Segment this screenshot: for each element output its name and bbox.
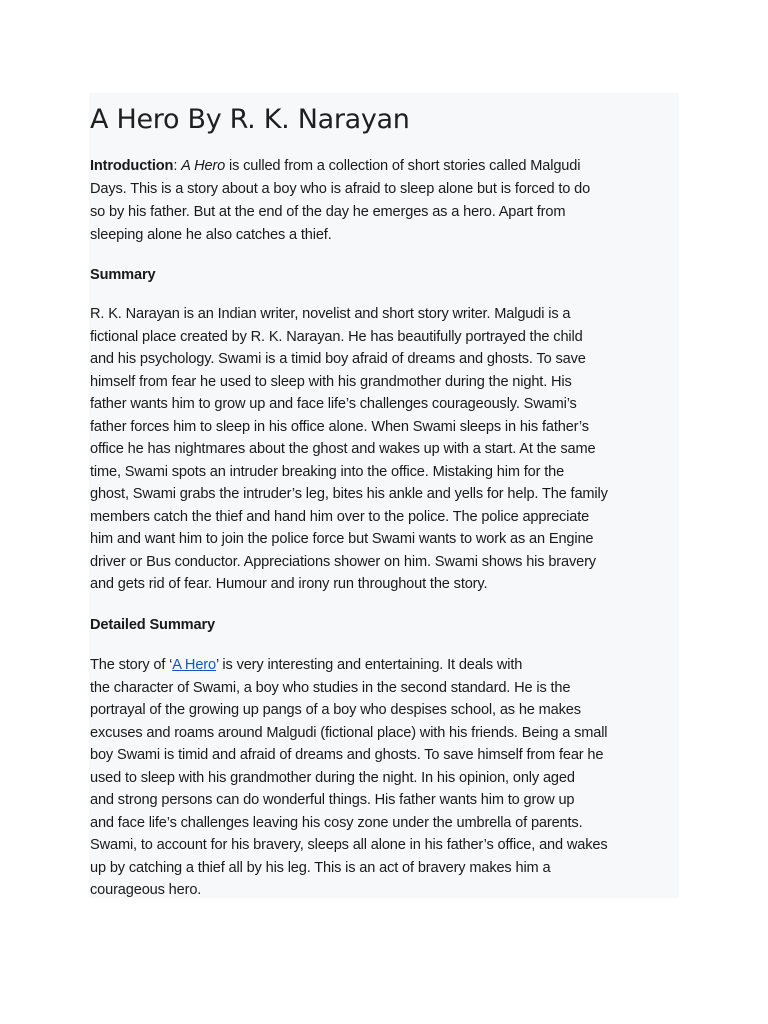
summary-line: ghost, Swami grabs the intruder’s leg, bites his ankle and yells for help. The family (90, 486, 608, 502)
summary-line: driver or Bus conductor. Appreciations shower on him. Swami shows his bravery (90, 553, 596, 570)
detailed-summary-heading: Detailed Summary (90, 617, 215, 633)
summary-line: himself from fear he used to sleep with his grandmother during the night. His (90, 373, 572, 390)
intro-story-title: A Hero (181, 158, 226, 174)
summary-line: and his psychology. Swami is a timid boy afraid of dreams and ghosts. To save (90, 351, 586, 367)
intro-line: Days. This is a story about a boy who is afraid to sleep alone but is forced to do (90, 181, 591, 197)
detailed-line-1 (90, 655, 522, 675)
summary-line: him and want him to join the police force but Swami wants to work as an Engine (90, 531, 594, 547)
intro-line-1 (90, 156, 580, 176)
summary-line: father wants him to grow up and face life’s challenges courageously. Swami’s (90, 396, 577, 412)
intro-label: Introduction (90, 158, 174, 174)
detailed-line-1-start: The story of ‘ (90, 657, 173, 673)
detailed-line: up by catching a thief all by his leg. This is an act of bravery makes him a (90, 859, 551, 876)
detailed-line: excuses and roams around Malgudi (fictional place) with his friends. Being a small (90, 724, 608, 741)
summary-heading: Summary (90, 267, 156, 283)
summary-line: father forces him to sleep in his office alone. When Swami sleeps in his father’s (90, 418, 589, 435)
intro-line-1-text: is culled from a collection of short stories called Malgudi (229, 158, 581, 174)
detailed-line-1-end: ’ is very interesting and entertaining. It deals with (215, 657, 523, 673)
summary-line: office he has nightmares about the ghost and wakes up with a start. At the same (90, 441, 596, 457)
detailed-line: and strong persons can do wonderful things. His father wants him to grow up (90, 792, 575, 808)
detailed-line: and face life’s challenges leaving his cosy zone under the umbrella of parents. (90, 814, 583, 831)
detailed-line: Swami, to account for his bravery, sleeps all alone in his father’s office, and wakes (90, 837, 608, 853)
detailed-line: courageous hero. (90, 882, 202, 898)
detailed-line: used to sleep with his grandmother during the night. In his opinion, only aged (90, 769, 575, 786)
summary-line: members catch the thief and hand him over to the police. The police appreciate (90, 508, 590, 525)
document-title: A Hero By R. K. Narayan (90, 104, 410, 135)
a-hero-link[interactable]: A Hero (172, 657, 216, 673)
detailed-line: boy Swami is timid and afraid of dreams and ghosts. To save himself from fear he (90, 747, 604, 763)
detailed-line: portrayal of the growing up pangs of a boy who despises school, as he makes (90, 702, 581, 718)
intro-line: sleeping alone he also catches a thief. (90, 227, 332, 243)
detailed-line: the character of Swami, a boy who studies in the second standard. He is the (90, 679, 571, 696)
summary-line: fictional place created by R. K. Narayan. He has beautifully portrayed the child (90, 328, 583, 345)
intro-colon: : (173, 158, 178, 174)
summary-line: and gets rid of fear. Humour and irony run throughout the story. (90, 576, 488, 592)
intro-line: so by his father. But at the end of the day he emerges as a hero. Apart from (90, 204, 566, 220)
summary-line: R. K. Narayan is an Indian writer, novelist and short story writer. Malgudi is a (90, 306, 571, 322)
summary-line: time, Swami spots an intruder breaking into the office. Mistaking him for the (90, 463, 565, 480)
